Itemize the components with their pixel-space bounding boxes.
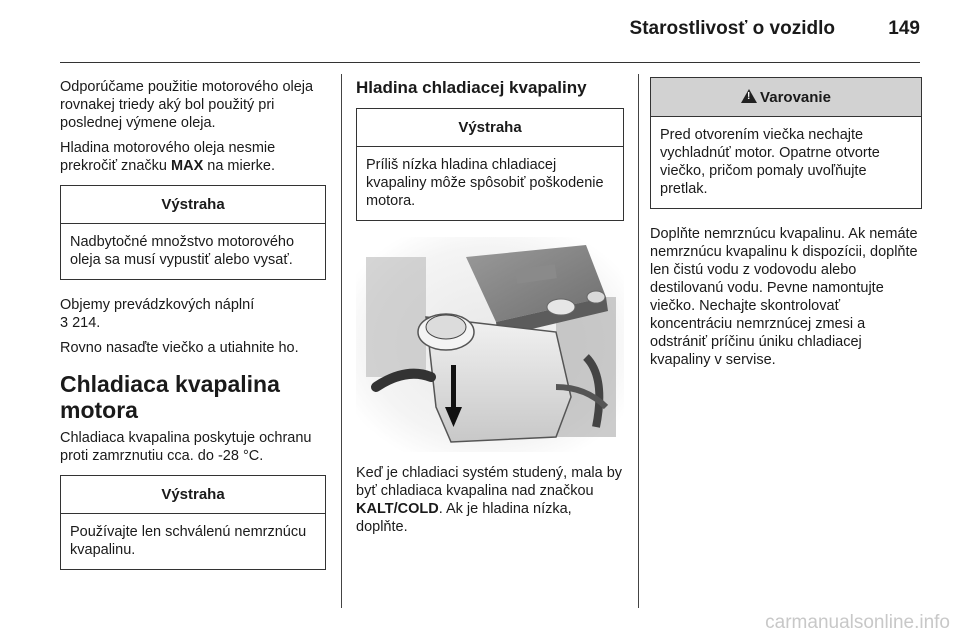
caution-title: !Varovanie: [651, 78, 921, 117]
capacities-ref-text: Objemy prevádzkových náplní 3 214.: [60, 297, 255, 331]
section-title: Starostlivosť o vozidlo: [629, 18, 835, 39]
coolant-level-heading: Hladina chladiacej kvapaliny: [356, 78, 587, 97]
max-mark-label: MAX: [171, 158, 204, 174]
warning-body: Nadbytočné množstvo motorového oleja sa musí vypustiť alebo vysať.: [70, 234, 295, 268]
warning-box-oil: [60, 185, 326, 280]
oil-level-text: Hladina motorového oleja nesmie prekročiť značku MAX na mierke.: [60, 140, 276, 174]
page-number: 149: [888, 18, 920, 39]
column-divider: [638, 74, 639, 608]
cap-instruction-text: Rovno nasaďte viečko a utiahnite ho.: [60, 340, 299, 356]
warning-box-antifreeze: [60, 475, 326, 570]
caution-box-pressure: [650, 77, 922, 209]
page-ref-icon: 3: [60, 315, 69, 331]
warning-box-coolant: [356, 108, 624, 221]
coolant-heading: Chladiaca kvapalina motora: [60, 371, 280, 423]
warning-title: Výstraha: [61, 476, 325, 514]
column-divider: [341, 74, 342, 608]
watermark: carmanualsonline.info: [765, 612, 950, 633]
kalt-cold-mark-label: KALT/COLD: [356, 501, 439, 517]
column-right: [650, 78, 922, 376]
refill-instructions-text: Doplňte nemrznúcu kvapalinu. Ak nemáte nemrznúcu kvapalinu k dispozícii, doplňte len čistú vodu z vodovodu alebo destilovanú vodu. Pevne namontujte viečko. Nechajte skontrolovať koncentráciu nemrznúcej zmesi a odstrániť príčinu úniku chladiacej kvapaliny v servise.: [650, 226, 918, 368]
oil-recommendation-text: Odporúčame použitie motorového oleja rovnakej triedy aký bol použitý pri poslednej výmene oleja.: [60, 79, 314, 131]
warning-triangle-icon: [741, 89, 757, 103]
column-left: [60, 78, 326, 586]
page-header: [60, 0, 920, 63]
coolant-reservoir-illustration: [356, 237, 624, 452]
coolant-level-text: Keď je chladiaci systém studený, mala by byť chladiaca kvapalina nad značkou KALT/COLD. Ak je hladina nízka, doplňte.: [356, 465, 623, 535]
column-middle: [356, 78, 624, 543]
warning-title: Výstraha: [357, 109, 623, 147]
caution-body: Pred otvorením viečka nechajte vychladnúť motor. Opatrne otvorte viečko, pričom pomaly uvoľňujte pretlak.: [660, 127, 880, 197]
page-ref-link[interactable]: 214.: [68, 315, 101, 331]
warning-body: Príliš nízka hladina chladiacej kvapaliny môže spôsobiť poškodenie motora.: [366, 157, 604, 209]
warning-body: Používajte len schválenú nemrznúcu kvapalinu.: [70, 524, 307, 558]
coolant-protection-text: Chladiaca kvapalina poskytuje ochranu proti zamrznutiu cca. do -28 °C.: [60, 430, 312, 464]
warning-title: Výstraha: [61, 186, 325, 224]
